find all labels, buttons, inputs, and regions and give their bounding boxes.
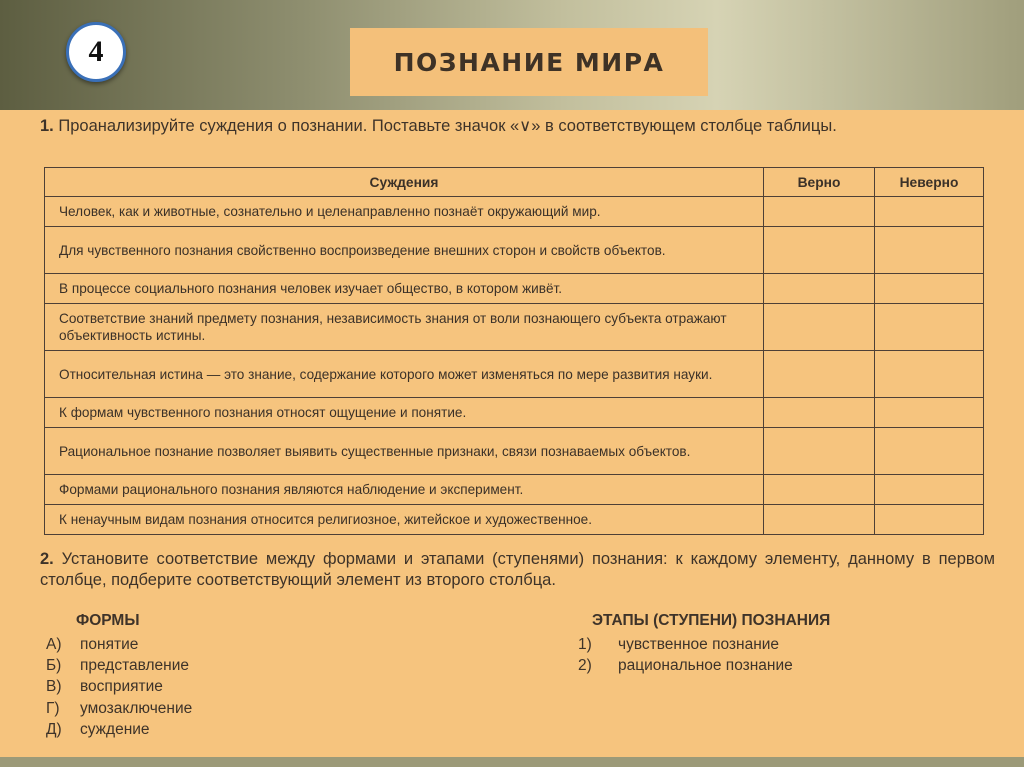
stages-list [578, 634, 793, 676]
false-cell[interactable] [875, 197, 984, 227]
header-judgments: Суждения [45, 168, 764, 197]
false-cell[interactable] [875, 351, 984, 398]
table-row [45, 505, 984, 535]
true-cell[interactable] [764, 197, 875, 227]
item-text: понятие [80, 636, 139, 653]
task1-text: Проанализируйте суждения о познании. Поставьте значок «∨» в соответствующем столбце таблицы. [58, 117, 837, 135]
item-text: суждение [80, 720, 150, 738]
true-cell[interactable] [764, 475, 875, 505]
task1-instruction [40, 116, 995, 137]
true-cell[interactable] [764, 274, 875, 304]
stages-title: ЭТАПЫ (СТУПЕНИ) ПОЗНАНИЯ [592, 612, 831, 629]
true-cell[interactable] [764, 227, 875, 274]
false-cell[interactable] [875, 227, 984, 274]
task1-number: 1. [40, 117, 54, 135]
forms-list [46, 634, 192, 740]
item-label: В) [46, 678, 62, 696]
judgments-table [44, 167, 984, 535]
judgment-text: Соответствие знаний предмету познания, независимость знания от воли познающего субъекта отражают объективность истины. [45, 304, 764, 351]
task2-number: 2. [40, 550, 54, 568]
task2-text: Установите соответствие между формами и этапами (ступенями) познания: к каждому элементу, данному в первом столбце, подберите соответствующий элемент из второго столбца. [40, 550, 995, 589]
judgment-text: Для чувственного познания свойственно воспроизведение внешних сторон и свойств объектов. [45, 227, 764, 274]
table-row [45, 398, 984, 428]
false-cell[interactable] [875, 398, 984, 428]
true-cell[interactable] [764, 351, 875, 398]
item-label: 1) [578, 636, 592, 653]
judgment-text: К формам чувственного познания относят ощущение и понятие. [45, 398, 764, 428]
list-item [46, 676, 192, 697]
true-cell[interactable] [764, 428, 875, 475]
judgment-text: К ненаучным видам познания относится религиозное, житейское и художественное. [45, 505, 764, 535]
judgment-text: В процессе социального познания человек изучает общество, в котором живёт. [45, 274, 764, 304]
item-label: Д) [46, 720, 62, 738]
slide-number-badge: 4 [66, 22, 126, 82]
true-cell[interactable] [764, 505, 875, 535]
table-row [45, 227, 984, 274]
table-row [45, 274, 984, 304]
bottom-band [0, 757, 1024, 767]
item-text: рациональное познание [618, 657, 793, 675]
false-cell[interactable] [875, 274, 984, 304]
list-item [46, 655, 192, 676]
true-cell[interactable] [764, 304, 875, 351]
header-true: Верно [764, 168, 875, 197]
item-text: представление [80, 657, 190, 675]
false-cell[interactable] [875, 475, 984, 505]
header-false: Неверно [875, 168, 984, 197]
list-item [46, 719, 192, 740]
item-label: Б) [46, 657, 62, 675]
table-row [45, 475, 984, 505]
false-cell[interactable] [875, 505, 984, 535]
task2-instruction [40, 549, 995, 591]
true-cell[interactable] [764, 398, 875, 428]
table-row [45, 351, 984, 398]
forms-title: ФОРМЫ [76, 612, 140, 629]
item-label: А) [46, 636, 62, 653]
false-cell[interactable] [875, 304, 984, 351]
judgment-text: Формами рационального познания являются наблюдение и эксперимент. [45, 475, 764, 505]
list-item [46, 634, 192, 655]
item-text: умозаключение [80, 699, 193, 717]
judgment-text: Рациональное познание позволяет выявить существенные признаки, связи познаваемых объектов. [45, 428, 764, 475]
item-text: чувственное познание [618, 636, 780, 653]
list-item [578, 634, 793, 655]
item-text: восприятие [80, 678, 163, 696]
list-item [46, 698, 192, 719]
table-header-row [45, 168, 984, 197]
judgment-text: Человек, как и животные, сознательно и целенаправленно познаёт окружающий мир. [45, 197, 764, 227]
title-box [350, 28, 708, 96]
table-row [45, 197, 984, 227]
table-row [45, 428, 984, 475]
judgment-text: Относительная истина — это знание, содержание которого может изменяться по мере развития науки. [45, 351, 764, 398]
false-cell[interactable] [875, 428, 984, 475]
table-row [45, 304, 984, 351]
list-item [578, 655, 793, 676]
page-title: ПОЗНАНИЕ МИРА [393, 47, 665, 77]
item-label: Г) [46, 699, 60, 717]
item-label: 2) [578, 657, 592, 675]
